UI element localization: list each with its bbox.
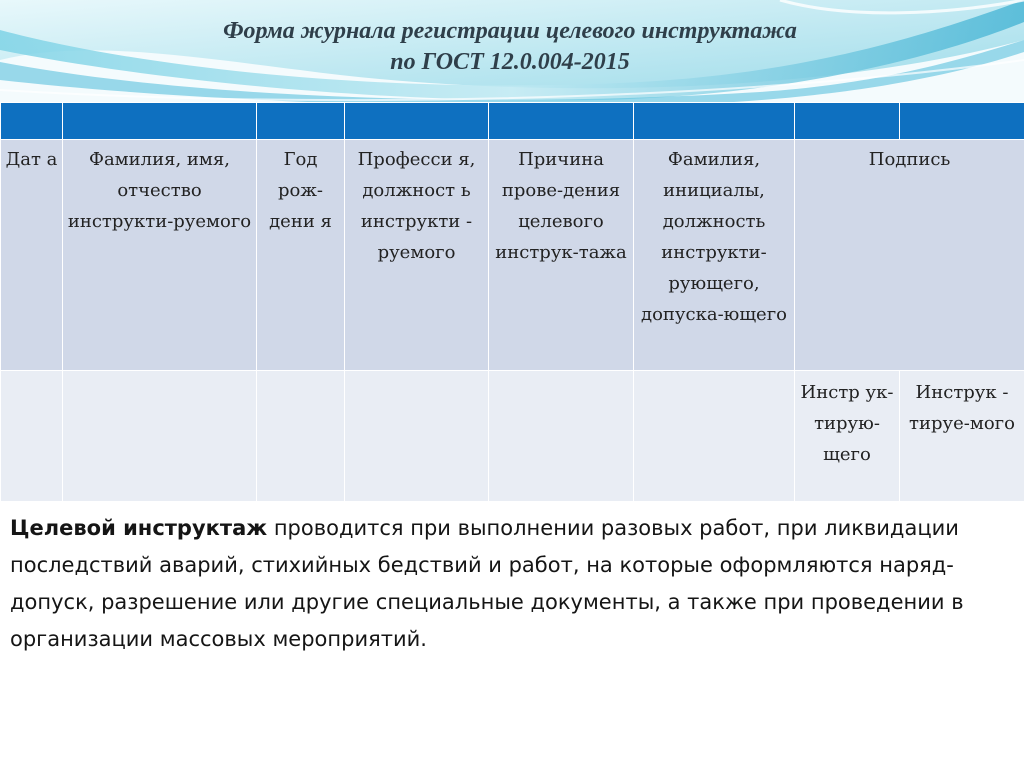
column-date: Дат а bbox=[1, 140, 63, 371]
header-band-cell bbox=[257, 103, 345, 140]
column-signature: Подпись bbox=[795, 140, 1024, 371]
column-full-name: Фамилия, имя, отчество инструкти-руемого bbox=[63, 140, 257, 371]
table-cell bbox=[345, 371, 489, 502]
column-birth-year: Год рож-дени я bbox=[257, 140, 345, 371]
table-header-band bbox=[1, 103, 1024, 140]
page-title bbox=[110, 16, 910, 78]
table-cell bbox=[634, 371, 795, 502]
table-header-row bbox=[1, 140, 1024, 371]
table-subheader-row bbox=[1, 371, 1024, 502]
header-band-cell bbox=[795, 103, 900, 140]
description-paragraph bbox=[10, 510, 1010, 658]
table-cell bbox=[1, 371, 63, 502]
column-reason: Причина прове-дения целевого инструк-тажа bbox=[489, 140, 634, 371]
table-cell bbox=[489, 371, 634, 502]
title-line-1: Форма журнала регистрации целевого инструктажа bbox=[223, 18, 797, 44]
header-band-cell bbox=[1, 103, 63, 140]
table-cell bbox=[257, 371, 345, 502]
column-instructor: Фамилия, инициалы, должность инструкти-рующего, допуска-ющего bbox=[634, 140, 795, 371]
header-band-cell bbox=[345, 103, 489, 140]
title-line-2: по ГОСТ 12.0.004-2015 bbox=[390, 49, 630, 75]
column-profession: Професси я, должност ь инструкти - руемого bbox=[345, 140, 489, 371]
header-band-cell bbox=[489, 103, 634, 140]
description-term: Целевой инструктаж bbox=[10, 516, 268, 540]
table-cell bbox=[63, 371, 257, 502]
column-signature-instructed: Инструк - тируе-мого bbox=[900, 371, 1024, 502]
header-band-cell bbox=[634, 103, 795, 140]
column-signature-instructing: Инстр ук-тирую-щего bbox=[795, 371, 900, 502]
header-band-cell bbox=[900, 103, 1024, 140]
description-text: проводится при выполнении разовых работ, при ликвидации последствий аварий, стихийных бедствий и работ, на которые оформляются наряд-допуск, разрешение или другие специальные документы, а также при проведении в организации массовых мероприятий. bbox=[10, 516, 964, 651]
header-band-cell bbox=[63, 103, 257, 140]
journal-form-table bbox=[0, 102, 1024, 502]
